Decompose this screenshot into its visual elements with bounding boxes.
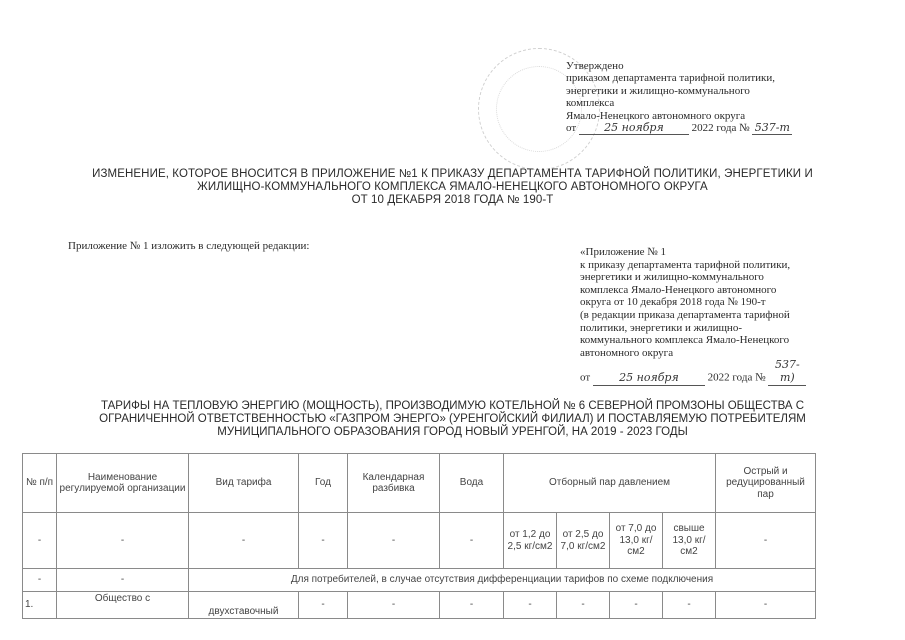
header-num: № п/п	[23, 454, 57, 513]
table-cell: -	[716, 513, 816, 569]
tariff-table	[22, 453, 816, 619]
table-cell: -	[23, 513, 57, 569]
approval-line: Ямало-Ненецкого автономного округа	[566, 109, 746, 122]
annex-date-line: от 25 ноября 2022 года № 537-т)	[580, 359, 850, 385]
intro-text: Приложение № 1 изложить в следующей редакции:	[68, 240, 310, 252]
header-water: Вода	[440, 454, 504, 513]
table-cell: -	[57, 513, 189, 569]
header-org: Наименование регулируемой организации	[57, 454, 189, 513]
approval-block	[566, 60, 826, 135]
approval-date-line: от 25 ноября 2022 года № 537-т	[566, 122, 826, 135]
header-year: Год	[299, 454, 348, 513]
pressure-cell: от 7,0 до 13,0 кг/см2	[610, 513, 663, 569]
table-cell: -	[440, 513, 504, 569]
row-type: двухставочный	[189, 592, 299, 619]
annex-handwritten-date: 25 ноября	[593, 372, 705, 386]
table-cell: -	[299, 513, 348, 569]
table-cell: -	[557, 592, 610, 619]
header-type: Вид тарифа	[189, 454, 299, 513]
pressure-cell: от 2,5 до 7,0 кг/см2	[557, 513, 610, 569]
table-cell: -	[663, 592, 716, 619]
table-header-row	[23, 454, 816, 513]
annex-handwritten-number: 537-т)	[768, 359, 806, 385]
annex-block: «Приложение № 1 к приказу департамента тарифной политики, энергетики и жилищно-коммунального комплекса Ямало-Ненецкого автономного округа от 10 декабря 2018 года № 190-т (в редакции приказа департамента тарифной политики, энергетики и жилищно- коммунального комплекса Ямало-Ненецкого автономного округа от 25 ноября 2022 года № 537-т)	[580, 246, 850, 386]
consumers-row-label: Для потребителей, в случае отсутствия дифференциации тарифов по схеме подключения	[189, 569, 816, 592]
header-sharp-steam: Острый и редуцированный пар	[716, 454, 816, 513]
approval-line: Утверждено	[566, 60, 624, 72]
table-cell: -	[348, 592, 440, 619]
row-num: 1.	[23, 592, 57, 619]
header-steam: Отборный пар давлением	[504, 454, 716, 513]
row-org: Общество с	[57, 592, 189, 619]
pressure-cell: от 1,2 до 2,5 кг/см2	[504, 513, 557, 569]
table-cell: -	[299, 592, 348, 619]
table-cell: -	[189, 513, 299, 569]
table-cell: -	[57, 569, 189, 592]
pressure-cell: свыше 13,0 кг/см2	[663, 513, 716, 569]
approval-handwritten-number: 537-т	[752, 122, 792, 135]
table-row	[23, 513, 816, 569]
table-cell: -	[23, 569, 57, 592]
approval-line: приказом департамента тарифной политики,	[566, 72, 775, 85]
approval-line: комплекса	[566, 97, 615, 110]
table-cell: -	[716, 592, 816, 619]
table-cell: -	[610, 592, 663, 619]
table-cell: -	[504, 592, 557, 619]
table-row	[23, 592, 816, 619]
approval-line: энергетики и жилищно-коммунального	[566, 84, 750, 97]
approval-handwritten-date: 25 ноября	[579, 122, 689, 135]
header-period: Календарная разбивка	[348, 454, 440, 513]
tariff-title: ТАРИФЫ НА ТЕПЛОВУЮ ЭНЕРГИЮ (МОЩНОСТЬ), ПРОИЗВОДИМУЮ КОТЕЛЬНОЙ № 6 СЕВЕРНОЙ ПРОМЗОНЫ ОБЩЕСТВА С ОГРАНИЧЕННОЙ ОТВЕТСТВЕННОСТЬЮ «ГАЗПРОМ ЭНЕРГО» (УРЕНГОЙСКИЙ ФИЛИАЛ) И ПОСТАВЛЯЕМУЮ ПОТРЕБИТЕЛЯМ МУНИЦИПАЛЬНОГО ОБРАЗОВАНИЯ ГОРОД НОВЫЙ УРЕНГОЙ, НА 2019 - 2023 ГОДЫ	[99, 400, 806, 438]
document-title: ИЗМЕНЕНИЕ, КОТОРОЕ ВНОСИТСЯ В ПРИЛОЖЕНИЕ №1 К ПРИКАЗУ ДЕПАРТАМЕНТА ТАРИФНОЙ ПОЛИТИКИ, ЭНЕРГЕТИКИ И ЖИЛИЩНО-КОММУНАЛЬНОГО КОМПЛЕКСА ЯМАЛО-НЕНЕЦКОГО АВТОНОМНОГО ОКРУГА ОТ 10 ДЕКАБРЯ 2018 ГОДА № 190-Т	[92, 168, 813, 206]
table-cell: -	[440, 592, 504, 619]
table-row	[23, 569, 816, 592]
table-cell: -	[348, 513, 440, 569]
